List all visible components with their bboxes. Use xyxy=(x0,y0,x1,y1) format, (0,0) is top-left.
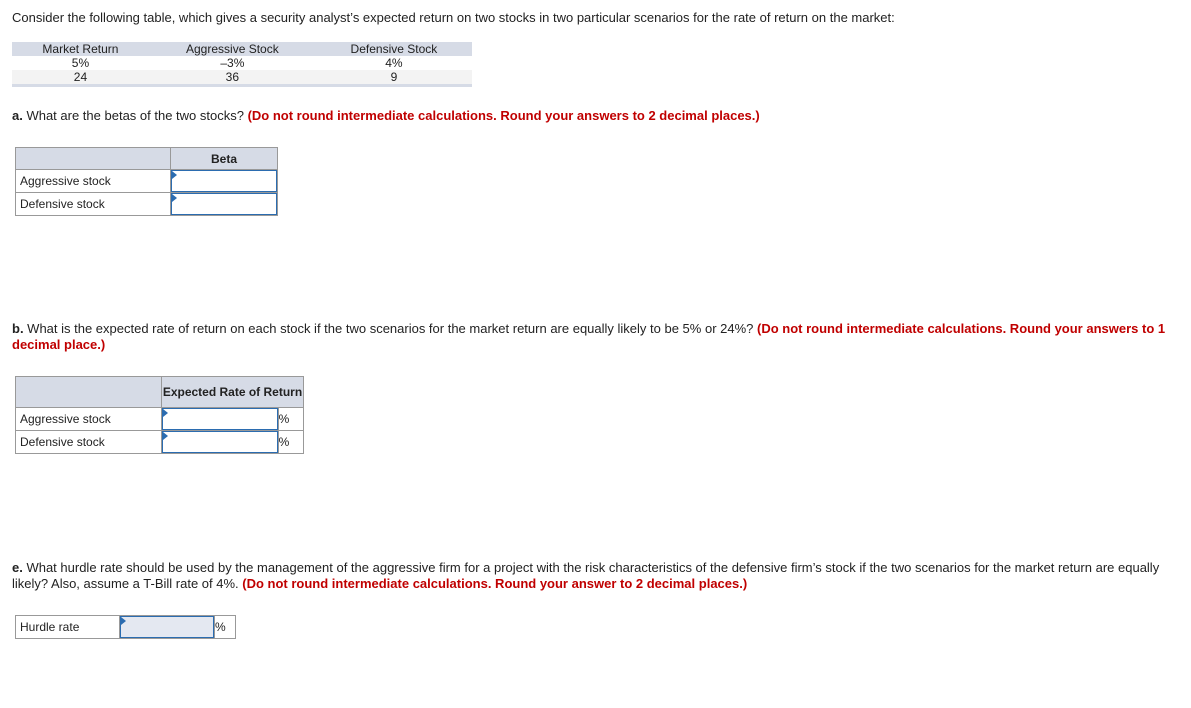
cell: 24 xyxy=(12,70,149,86)
blank-header xyxy=(16,377,162,408)
beta-aggressive-input[interactable] xyxy=(171,170,278,193)
row-label: Defensive stock xyxy=(16,431,162,454)
question-text: What is the expected rate of return on each stock if the two scenarios for the market return are equally likely to be 5% or 24%? xyxy=(23,321,757,336)
table-row xyxy=(16,616,236,639)
row-label: Hurdle rate xyxy=(16,616,120,639)
cell: 9 xyxy=(316,70,472,86)
table-row xyxy=(12,56,472,70)
question-instruction: (Do not round intermediate calculations. Round your answers to 2 decimal places.) xyxy=(247,108,760,123)
entry-marker-icon xyxy=(121,617,126,625)
return-aggressive-input[interactable] xyxy=(162,408,279,431)
question-e xyxy=(12,560,1180,592)
return-defensive-input[interactable] xyxy=(162,431,279,454)
question-instruction: (Do not round intermediate calculations. Round your answer to 2 decimal places.) xyxy=(242,576,748,591)
beta-defensive-input[interactable] xyxy=(171,193,278,216)
question-letter: e. xyxy=(12,560,23,575)
cell: –3% xyxy=(220,56,245,70)
question-text: What hurdle rate should be used by the management of the aggressive firm for a project with the risk characteristics of the defensive firm’s stock if the two scenarios for the market return are equally likely? Also, assume a T-Bill rate of 4%. xyxy=(12,560,1160,591)
entry-marker-icon xyxy=(163,409,168,417)
table-row xyxy=(16,408,304,431)
question-instruction: (Do not round intermediate calculations. Round your answers to 1 decimal place.) xyxy=(12,321,1166,352)
table-row xyxy=(16,193,278,216)
entry-marker-icon xyxy=(172,194,177,202)
question-letter: a. xyxy=(12,108,23,123)
col-defensive-stock: Defensive Stock xyxy=(316,42,472,56)
table-row xyxy=(16,431,304,454)
question-letter: b. xyxy=(12,321,24,336)
expected-return-answer-table xyxy=(15,376,304,454)
col-aggressive-stock: Aggressive Stock xyxy=(149,42,316,56)
percent-unit: % xyxy=(278,408,303,431)
cell: 5% xyxy=(71,56,90,70)
question-b xyxy=(12,321,1177,353)
row-label: Aggressive stock xyxy=(16,170,171,193)
beta-header: Beta xyxy=(171,148,278,170)
entry-marker-icon xyxy=(163,432,168,440)
cell: 4% xyxy=(385,56,403,70)
table-row xyxy=(12,70,472,86)
percent-unit: % xyxy=(215,616,236,639)
hurdle-rate-answer-table xyxy=(15,615,236,639)
percent-unit: % xyxy=(278,431,303,454)
row-label: Defensive stock xyxy=(16,193,171,216)
row-label: Aggressive stock xyxy=(16,408,162,431)
blank-header xyxy=(16,148,171,170)
question-text: What are the betas of the two stocks? xyxy=(22,108,248,123)
scenario-table xyxy=(12,42,472,87)
question-a xyxy=(12,108,1177,124)
hurdle-rate-input[interactable] xyxy=(120,616,215,639)
intro-text: Consider the following table, which gives a security analyst’s expected return on two stocks in two particular scenarios for the rate of return on the market: xyxy=(12,10,895,25)
entry-marker-icon xyxy=(172,171,177,179)
cell: 36 xyxy=(149,70,316,86)
table-row xyxy=(16,170,278,193)
expected-return-header: Expected Rate of Return xyxy=(162,377,304,408)
beta-answer-table xyxy=(15,147,278,216)
col-market-return: Market Return xyxy=(12,42,149,56)
